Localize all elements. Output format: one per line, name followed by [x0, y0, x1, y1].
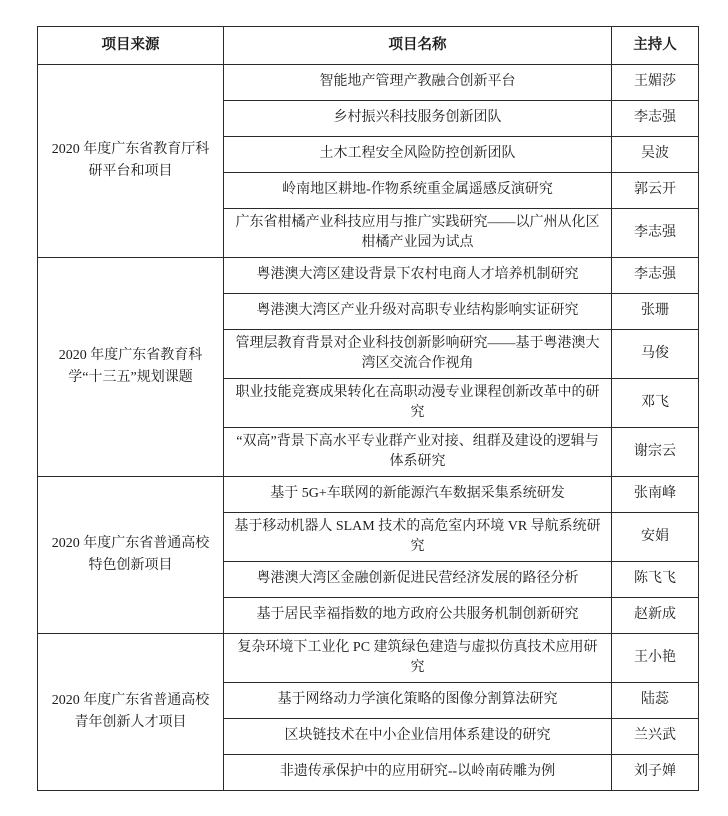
table-row	[38, 477, 699, 513]
leader-cell: 吴波	[612, 137, 699, 173]
leader-cell: 李志强	[612, 258, 699, 294]
leader-cell: 兰兴武	[612, 719, 699, 755]
table-row	[38, 65, 699, 101]
project-name-cell: 职业技能竞赛成果转化在高职动漫专业课程创新改革中的研究	[224, 379, 612, 428]
leader-cell: 谢宗云	[612, 428, 699, 477]
project-name-cell: 基于 5G+车联网的新能源汽车数据采集系统研发	[224, 477, 612, 513]
leader-cell: 李志强	[612, 101, 699, 137]
leader-cell: 郭云开	[612, 173, 699, 209]
project-name-cell: “双高”背景下高水平专业群产业对接、组群及建设的逻辑与体系研究	[224, 428, 612, 477]
table-row	[38, 634, 699, 683]
leader-cell: 马俊	[612, 330, 699, 379]
project-name-cell: 粤港澳大湾区建设背景下农村电商人才培养机制研究	[224, 258, 612, 294]
project-name-cell: 土木工程安全风险防控创新团队	[224, 137, 612, 173]
leader-cell: 陆蕊	[612, 683, 699, 719]
project-table	[37, 26, 699, 791]
project-source-cell: 2020 年度广东省普通高校青年创新人才项目	[38, 634, 224, 791]
table-row	[38, 258, 699, 294]
project-name-cell: 粤港澳大湾区产业升级对高职专业结构影响实证研究	[224, 294, 612, 330]
leader-cell: 邓飞	[612, 379, 699, 428]
project-name-cell: 区块链技术在中小企业信用体系建设的研究	[224, 719, 612, 755]
header-project-name: 项目名称	[224, 27, 612, 65]
project-name-cell: 复杂环境下工业化 PC 建筑绿色建造与虚拟仿真技术应用研究	[224, 634, 612, 683]
leader-cell: 赵新成	[612, 598, 699, 634]
leader-cell: 王小艳	[612, 634, 699, 683]
project-name-cell: 基于网络动力学演化策略的图像分割算法研究	[224, 683, 612, 719]
project-name-cell: 非遗传承保护中的应用研究--以岭南砖雕为例	[224, 755, 612, 791]
project-name-cell: 基于移动机器人 SLAM 技术的高危室内环境 VR 导航系统研究	[224, 513, 612, 562]
leader-cell: 王媚莎	[612, 65, 699, 101]
project-name-cell: 粤港澳大湾区金融创新促进民营经济发展的路径分析	[224, 562, 612, 598]
project-name-cell: 乡村振兴科技服务创新团队	[224, 101, 612, 137]
project-source-cell: 2020 年度广东省普通高校特色创新项目	[38, 477, 224, 634]
header-project-source: 项目来源	[38, 27, 224, 65]
leader-cell: 张珊	[612, 294, 699, 330]
header-leader: 主持人	[612, 27, 699, 65]
project-source-cell: 2020 年度广东省教育科学“十三五”规划课题	[38, 258, 224, 477]
header-row	[38, 27, 699, 65]
leader-cell: 陈飞飞	[612, 562, 699, 598]
project-name-cell: 广东省柑橘产业科技应用与推广实践研究——以广州从化区柑橘产业园为试点	[224, 209, 612, 258]
project-name-cell: 基于居民幸福指数的地方政府公共服务机制创新研究	[224, 598, 612, 634]
leader-cell: 张南峰	[612, 477, 699, 513]
leader-cell: 安娟	[612, 513, 699, 562]
leader-cell: 刘子婵	[612, 755, 699, 791]
project-name-cell: 岭南地区耕地-作物系统重金属遥感反演研究	[224, 173, 612, 209]
leader-cell: 李志强	[612, 209, 699, 258]
project-name-cell: 管理层教育背景对企业科技创新影响研究——基于粤港澳大湾区交流合作视角	[224, 330, 612, 379]
project-name-cell: 智能地产管理产教融合创新平台	[224, 65, 612, 101]
project-source-cell: 2020 年度广东省教育厅科研平台和项目	[38, 65, 224, 258]
